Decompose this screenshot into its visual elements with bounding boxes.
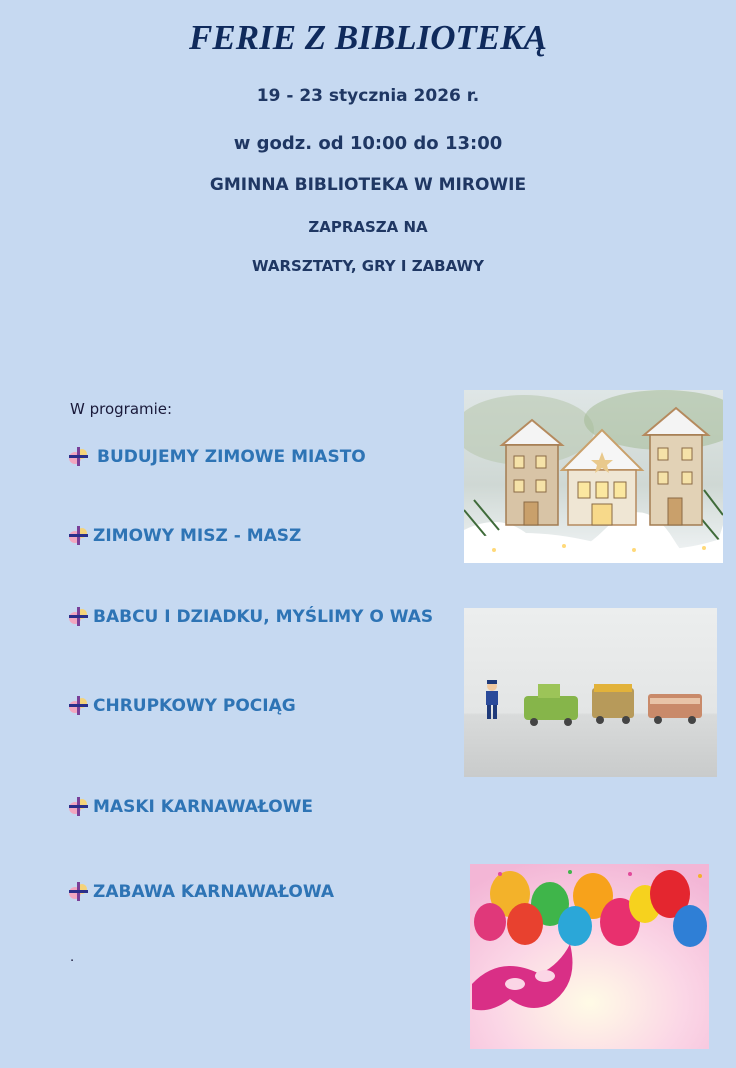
star-cross-bullet-icon [68, 881, 89, 902]
activities-text: WARSZTATY, GRY I ZABAWY [252, 257, 484, 275]
program-item [68, 796, 313, 817]
snack-train-photo [464, 608, 717, 777]
star-cross-bullet-icon [68, 525, 89, 546]
star-cross-bullet-icon [68, 606, 89, 627]
star-cross-bullet-icon [68, 446, 89, 467]
program-item-label: CHRUPKOWY POCIĄG [93, 695, 296, 716]
program-intro: W programie: [70, 400, 173, 418]
program-item-label: BUDUJEMY ZIMOWE MIASTO [97, 446, 366, 467]
program-item-label: MASKI KARNAWAŁOWE [93, 796, 314, 817]
carnival-balloons-photo [470, 864, 709, 1049]
invite-text: ZAPRASZA NA [308, 218, 428, 236]
star-cross-bullet-icon [68, 695, 89, 716]
program-item [68, 881, 334, 902]
program-item-label: BABCU I DZIADKU, MYŚLIMY O WAS [93, 606, 434, 627]
program-item-label: ZIMOWY MISZ - MASZ [93, 525, 302, 546]
program-item [68, 525, 301, 546]
event-hours: w godz. od 10:00 do 13:00 [233, 133, 503, 154]
star-cross-bullet-icon [68, 796, 89, 817]
winter-houses-photo [464, 390, 723, 563]
program-item [68, 606, 433, 627]
page-title: FERIE Z BIBLIOTEKĄ [189, 18, 547, 57]
program-item-label: ZABAWA KARNAWAŁOWA [93, 881, 334, 902]
program-item [68, 446, 366, 467]
event-dates: 19 - 23 stycznia 2026 r. [256, 86, 480, 106]
organizer-name: GMINNA BIBLIOTEKA W MIROWIE [209, 175, 527, 195]
trailing-dot: . [70, 948, 75, 965]
program-item [68, 695, 296, 716]
